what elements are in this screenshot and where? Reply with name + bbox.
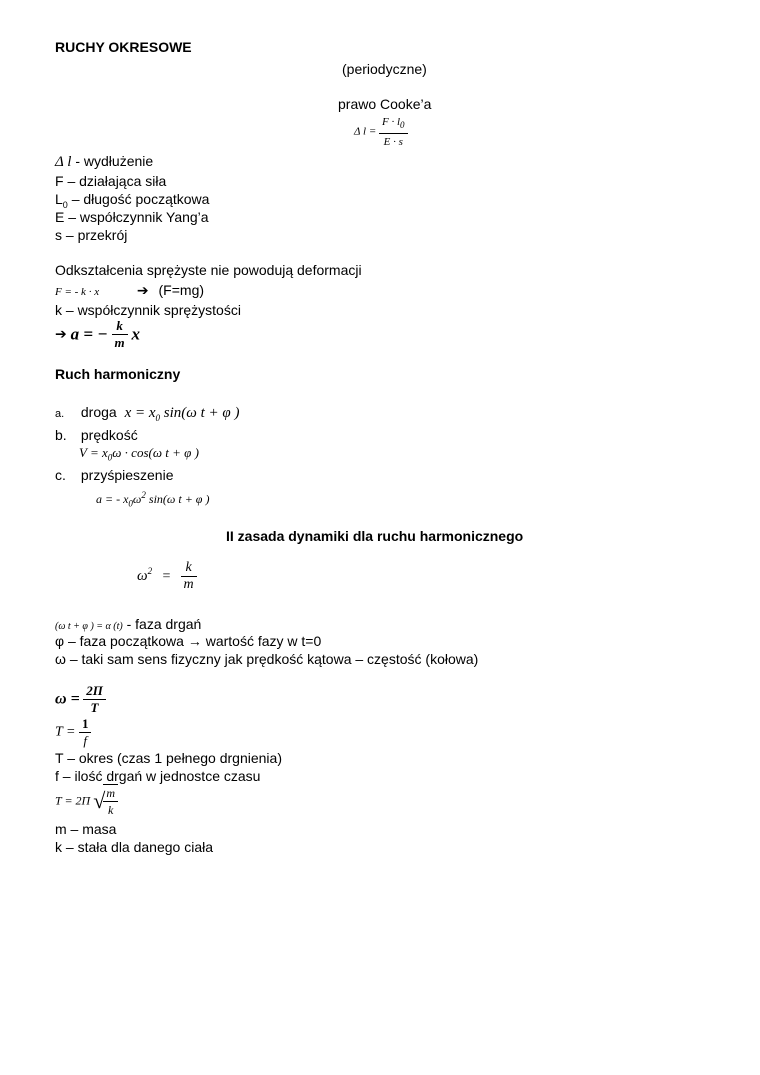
subtitle: (periodyczne) — [342, 61, 427, 77]
period2-denominator: k — [107, 803, 114, 817]
page-title: RUCHY OKRESOWE — [55, 39, 192, 55]
def-young: E – współczynnik Yang’a — [55, 209, 209, 225]
omega-text: ω – taki sam sens fizyczny jak prędkość kątowa – częstość (kołowa) — [55, 651, 479, 667]
phi-text-2: wartość fazy w t=0 — [201, 633, 322, 649]
force-line — [55, 281, 204, 301]
arrow-icon: ➔ — [136, 283, 149, 299]
list-item-a — [55, 404, 239, 423]
omega-sq-eq: = — [161, 568, 172, 584]
list-item-c — [55, 466, 174, 484]
delta-l-text: - wydłużenie — [71, 153, 154, 169]
omega-sq-fraction — [181, 560, 197, 593]
def-delta-l — [55, 152, 153, 171]
phase-text: - faza drgań — [122, 616, 202, 632]
period2-equation — [55, 784, 118, 818]
accel-numerator: k — [112, 318, 128, 335]
hooke-formula — [354, 114, 408, 150]
velocity-eq-sub: 0 — [107, 452, 113, 463]
k-definition-2: k – stała dla danego ciała — [55, 839, 213, 855]
velocity-eq-a: V = x — [79, 445, 108, 460]
delta-l-symbol: Δ l — [55, 154, 72, 170]
hooke-numerator: F · l — [382, 116, 401, 128]
hooke-denominator: E · s — [383, 136, 403, 149]
def-force: F – działająca siła — [55, 173, 167, 189]
T-definition: T – okres (czas 1 pełnego drgnienia) — [55, 750, 282, 766]
arrow-icon-2: ➔ — [55, 326, 67, 343]
accel-var: x — [131, 324, 141, 344]
accel2-eq-b: ω — [132, 492, 142, 506]
drive-eq-sub: 0 — [155, 413, 161, 423]
omega-fraction — [83, 683, 106, 716]
velocity-equation — [79, 444, 199, 467]
omega-denominator: T — [90, 700, 99, 715]
phase-equation: (ω t + φ ) = α (t) — [55, 621, 123, 632]
period2-numerator: m — [103, 785, 118, 802]
hooke-fraction — [379, 114, 408, 150]
omega-squared-equation — [137, 560, 197, 593]
k-definition: k – współczynnik sprężystości — [55, 302, 241, 318]
accel-lhs: a = − — [70, 324, 108, 344]
arrow-small-icon: → — [187, 633, 202, 649]
law-title: prawo Cooke’a — [338, 96, 432, 112]
omega-sq-numerator: k — [181, 560, 197, 577]
hooke-numerator-sub: 0 — [400, 120, 405, 131]
accel-fraction — [112, 318, 128, 351]
omega-equation — [55, 683, 106, 716]
m-definition: m – masa — [55, 821, 117, 837]
def-length-sub: 0 — [62, 199, 68, 210]
fmg-text: (F=mg) — [158, 282, 205, 298]
drive-eq-rest: sin(ω t + φ ) — [163, 405, 240, 421]
omega-lhs: ω = — [55, 690, 80, 708]
period-fraction — [79, 716, 92, 749]
def-length-prefix: L — [55, 191, 63, 207]
period-denominator: f — [83, 733, 88, 748]
phi-line — [55, 632, 321, 650]
list-item-b — [55, 426, 138, 444]
drive-eq-a: x = x — [124, 405, 156, 421]
accel2-eq-a: a = - x — [96, 492, 129, 506]
period2-fraction — [103, 784, 118, 818]
period-equation — [55, 716, 91, 749]
marker-c: c. — [55, 467, 66, 483]
accel2-equation — [96, 486, 209, 512]
omega-sq-sup: 2 — [147, 566, 153, 577]
def-section: s – przekrój — [55, 227, 128, 243]
section-harmonic: Ruch harmoniczny — [55, 366, 181, 382]
label-b: prędkość — [80, 427, 138, 443]
omega-sq-lhs: ω — [137, 568, 148, 584]
accel2-eq-sub: 0 — [128, 498, 133, 509]
elastic-text: Odkształcenia sprężyste nie powodują deformacji — [55, 262, 362, 278]
label-c: przyśpieszenie — [80, 467, 174, 483]
velocity-eq-b: ω · cos(ω t + φ ) — [112, 445, 199, 460]
def-length-text: – długość początkowa — [67, 191, 210, 207]
force-equation: F = - k · x — [55, 286, 100, 298]
accel-line — [55, 318, 140, 351]
period-numerator: 1 — [79, 716, 92, 733]
marker-a: a. — [55, 408, 65, 420]
label-a: droga — [80, 404, 117, 420]
omega-numerator: 2Π — [83, 683, 106, 700]
accel2-eq-sup: 2 — [141, 490, 146, 500]
section-dynamics: II zasada dynamiki dla ruchu harmonicznego — [226, 528, 524, 544]
marker-b: b. — [55, 427, 67, 443]
omega-sq-denominator: m — [183, 577, 194, 592]
period-lhs: T = — [55, 724, 76, 740]
phi-text: φ – faza początkowa — [55, 633, 184, 649]
accel2-eq-c: sin(ω t + φ ) — [148, 492, 210, 506]
sqrt-icon: √ — [93, 788, 106, 813]
f-definition: f – ilość drgań w jednostce czasu — [55, 768, 261, 784]
accel-denominator: m — [114, 335, 125, 350]
hooke-lhs: Δ l = — [354, 125, 377, 138]
drive-equation — [125, 405, 240, 421]
period2-lhs: T = 2Π — [55, 793, 91, 808]
